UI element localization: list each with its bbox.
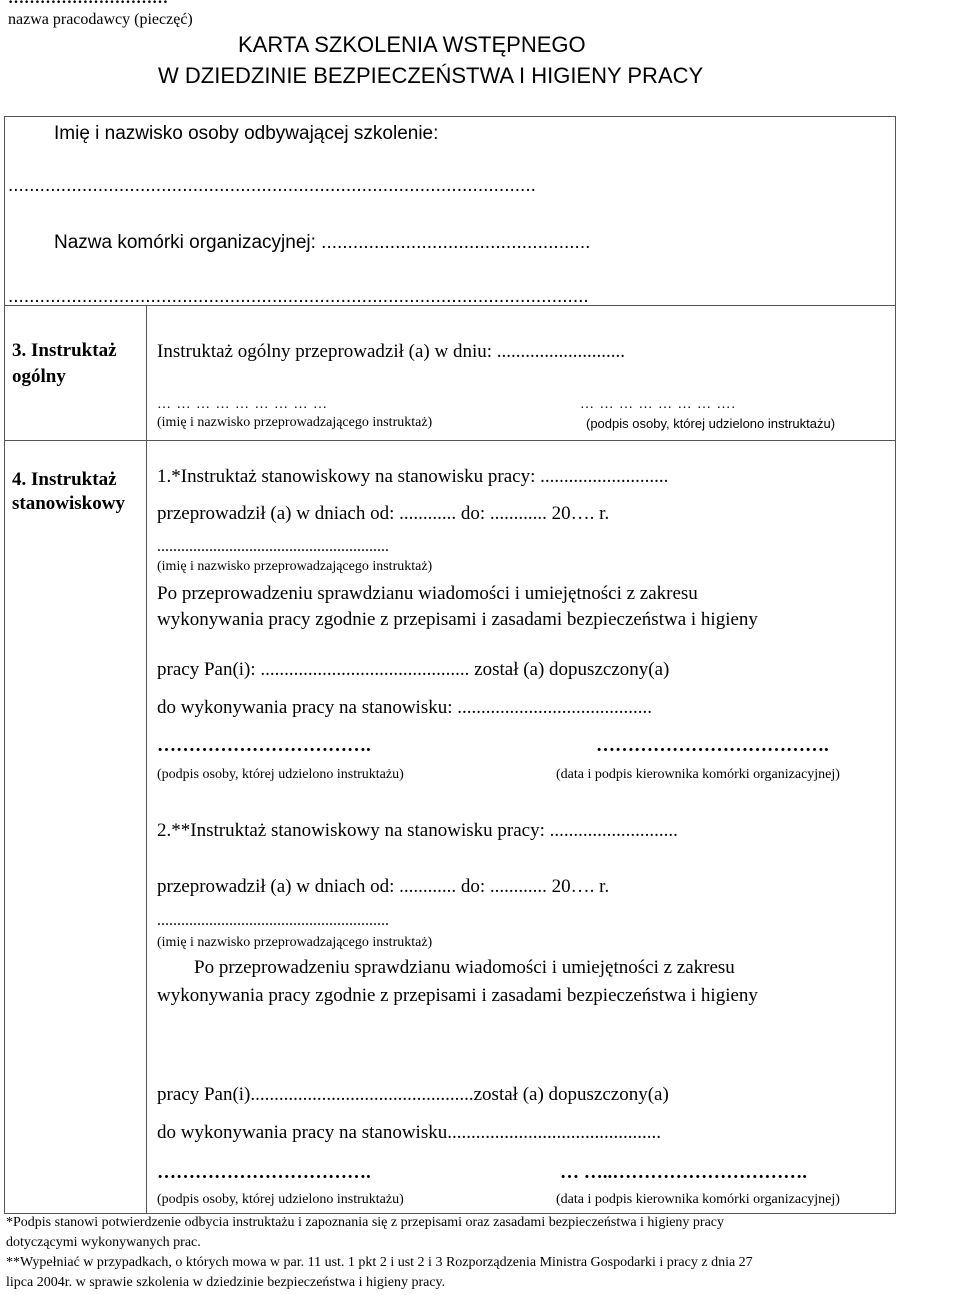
table-border-left xyxy=(4,116,5,1214)
workstation-training-label-1: 4. Instruktaż xyxy=(12,469,117,490)
table-border-right xyxy=(895,116,896,1214)
general-signature-caption: (podpis osoby, której udzielono instruktażu) xyxy=(586,416,836,431)
footnote-1-line1: *Podpis stanowi potwierdzenie odbycia instruktażu i zapoznania się z przepisami oraz zasadami bezpieczeństwa i higieny pracy xyxy=(6,1215,725,1230)
general-training-label-2: ogólny xyxy=(12,366,66,387)
workstation-1-trainee-signature-caption: (podpis osoby, której udzielono instruktażu) xyxy=(157,767,404,782)
workstation-2-dates-field[interactable]: przeprowadził (a) w dniach od: ............ do: ............ 20…. r. xyxy=(157,876,610,897)
table-border-top xyxy=(4,116,896,117)
unit-name-label[interactable]: Nazwa komórki organizacyjnej: ................................................... xyxy=(54,232,591,253)
workstation-2-text-line1: Po przeprowadzeniu sprawdzianu wiadomości i umiejętności z zakresu xyxy=(194,957,735,978)
workstation-1-instructor-field[interactable]: .......................................................... xyxy=(157,538,389,555)
workstation-1-manager-signature-field[interactable]: ………………………………. xyxy=(596,735,829,756)
footnote-2-line1: **Wypełniać w przypadkach, o których mowa w par. 11 ust. 1 pkt 2 i ust 2 i 3 Rozporządzenia Ministra Gospodarki i pracy z dnia 27 xyxy=(6,1255,753,1270)
workstation-2-manager-signature-caption: (data i podpis kierownika komórki organizacyjnej) xyxy=(556,1192,840,1207)
unit-name-field[interactable]: .............................................................................................................. xyxy=(8,286,589,307)
workstation-1-manager-signature-caption: (data i podpis kierownika komórki organizacyjnej) xyxy=(556,767,840,782)
general-instructor-caption: (imię i nazwisko przeprowadzającego instruktaż) xyxy=(157,415,433,430)
trainee-name-field[interactable]: .................................................................................................... xyxy=(8,175,536,196)
workstation-training-label-2: stanowiskowy xyxy=(12,493,125,514)
workstation-1-position-field[interactable]: do wykonywania pracy na stanowisku: ......................................... xyxy=(157,697,652,718)
workstation-1-dates-field[interactable]: przeprowadził (a) w dniach od: ............ do: ............ 20…. r. xyxy=(157,503,610,524)
general-signature-field[interactable]: … … … … … … … …. xyxy=(580,397,736,412)
workstation-2-trainee-signature-field[interactable]: ……………………………. xyxy=(157,1162,371,1183)
workstation-2-instructor-field[interactable]: .......................................................... xyxy=(157,912,389,929)
workstation-1-trainee-signature-field[interactable]: ……………………………. xyxy=(157,735,371,756)
document-title-line1: KARTA SZKOLENIA WSTĘPNEGO xyxy=(238,32,586,57)
workstation-1-admitted-field[interactable]: pracy Pan(i): ............................................ został (a) dopuszczony(a) xyxy=(157,659,670,680)
general-training-label-1: 3. Instruktaż xyxy=(12,340,117,361)
workstation-1-instructor-caption: (imię i nazwisko przeprowadzającego instruktaż) xyxy=(157,559,433,574)
table-column-divider xyxy=(146,305,147,1214)
trainee-name-label: Imię i nazwisko osoby odbywającej szkolenie: xyxy=(54,123,439,144)
workstation-2-text-line2: wykonywania pracy zgodnie z przepisami i zasadami bezpieczeństwa i higieny xyxy=(157,985,758,1006)
workstation-2-manager-signature-field[interactable]: … …..…………………………. xyxy=(560,1162,807,1183)
workstation-2-instructor-caption: (imię i nazwisko przeprowadzającego instruktaż) xyxy=(157,935,433,950)
stamp-dots xyxy=(8,0,168,8)
footnote-2-line2: lipca 2004r. w sprawie szkolenia w dziedzinie bezpieczeństwa i higieny pracy. xyxy=(6,1275,446,1290)
document-title-line2: W DZIEDZINIE BEZPIECZEŃSTWA I HIGIENY PRACY xyxy=(158,63,704,88)
workstation-2-heading[interactable]: 2.**Instruktaż stanowiskowy na stanowisku pracy: ........................... xyxy=(157,820,678,841)
workstation-2-position-field[interactable]: do wykonywania pracy na stanowisku............................................. xyxy=(157,1122,661,1143)
footnote-1-line2: dotyczącymi wykonywanych prac. xyxy=(6,1235,201,1250)
workstation-2-admitted-field[interactable]: pracy Pan(i)...............................................został (a) dopuszczony(a) xyxy=(157,1084,669,1105)
table-divider-general xyxy=(4,440,896,441)
workstation-1-text-line2: wykonywania pracy zgodnie z przepisami i zasadami bezpieczeństwa i higieny xyxy=(157,609,758,630)
workstation-1-heading[interactable]: 1.*Instruktaż stanowiskowy na stanowisku pracy: ........................... xyxy=(157,466,669,487)
general-training-date-field[interactable]: Instruktaż ogólny przeprowadził (a) w dniu: ........................... xyxy=(157,341,626,362)
general-instructor-field[interactable]: … … … … … … … … … xyxy=(157,397,328,412)
table-border-bottom xyxy=(4,1213,896,1214)
workstation-2-trainee-signature-caption: (podpis osoby, której udzielono instruktażu) xyxy=(157,1192,404,1207)
employer-stamp-label: nazwa pracodawcy (pieczęć) xyxy=(8,11,193,28)
workstation-1-text-line1: Po przeprowadzeniu sprawdzianu wiadomości i umiejętności z zakresu xyxy=(157,583,698,604)
